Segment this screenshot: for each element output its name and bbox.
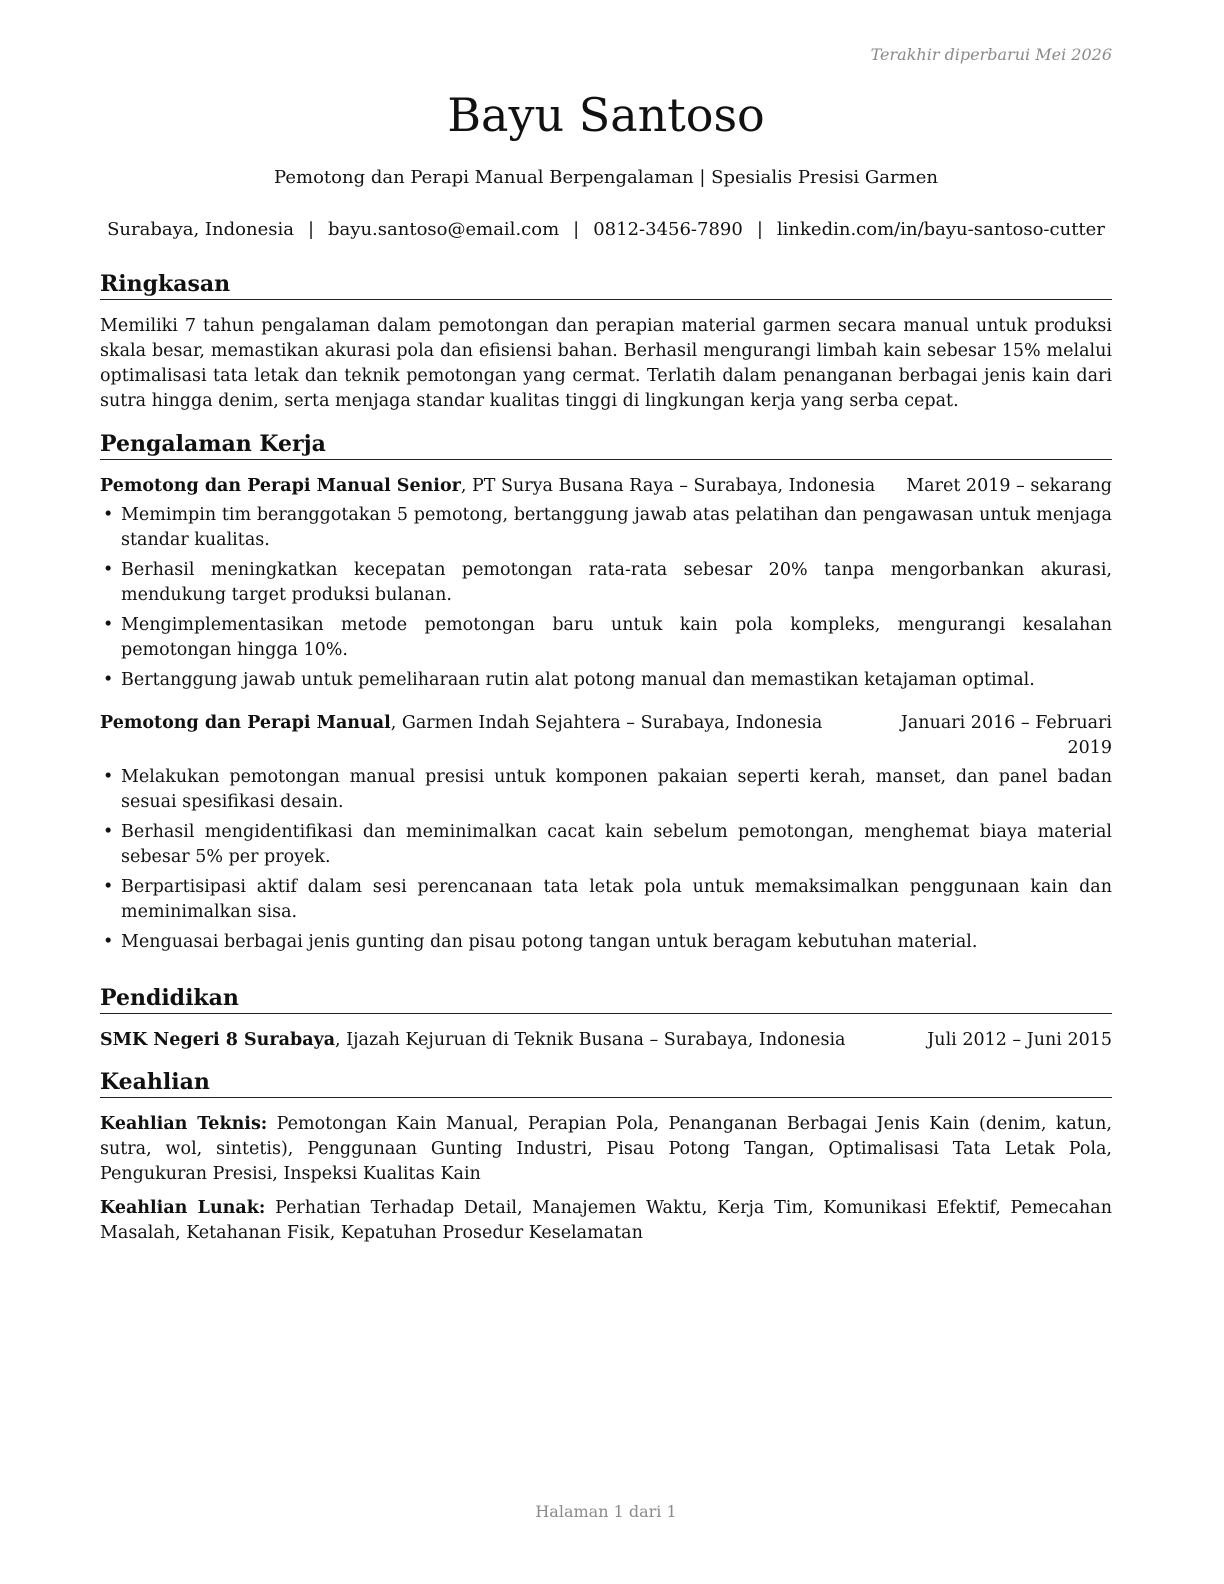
tagline: Pemotong dan Perapi Manual Berpengalaman | Spesialis Presisi Garmen xyxy=(274,167,938,188)
education-section xyxy=(100,985,1112,1053)
experience-section xyxy=(100,431,1112,960)
education-detail: , Ijazah Kejuruan di Teknik Busana – Surabaya, Indonesia xyxy=(335,1030,846,1050)
soft-skills xyxy=(100,1196,1112,1246)
skills-section xyxy=(100,1069,1112,1246)
job-bullets xyxy=(100,503,1112,693)
education-school-detail xyxy=(100,1028,846,1053)
contact-phone[interactable]: 0812-3456-7890 xyxy=(593,219,743,240)
job-role: Pemotong dan Perapi Manual Senior xyxy=(100,476,461,496)
page-number: Halaman 1 dari 1 xyxy=(535,1502,677,1521)
education-entry xyxy=(100,1028,1112,1053)
education-school: SMK Negeri 8 Surabaya xyxy=(100,1030,336,1050)
job-role-company xyxy=(100,711,822,761)
soft-skills-text: Perhatian Terhadap Detail, Manajemen Waktu, Kerja Tim, Komunikasi Efektif, Pemecahan Masalah, Ketahanan Fisik, Kepatuhan Prosedur Keselamatan xyxy=(100,1198,1113,1243)
job-header xyxy=(100,711,1112,761)
contact-line xyxy=(0,219,1212,240)
contact-separator: | xyxy=(756,219,763,240)
candidate-name: Bayu Santoso xyxy=(447,88,765,142)
list-item: • Memimpin tim beranggotakan 5 pemotong, bertanggung jawab atas pelatihan dan pengawasan untuk menjaga standar kualitas. xyxy=(121,503,1112,553)
last-updated: Terakhir diperbarui Mei 2026 xyxy=(870,45,1112,64)
list-item: • Berhasil meningkatkan kecepatan pemotongan rata-rata sebesar 20% tanpa mengorbankan akurasi, mendukung target produksi bulanan. xyxy=(121,558,1112,608)
job-entry xyxy=(100,711,1112,955)
contact-location: Surabaya, Indonesia xyxy=(107,219,294,240)
education-title: Pendidikan xyxy=(100,985,1112,1014)
contact-email[interactable]: bayu.santoso@email.com xyxy=(328,219,560,240)
job-company: , PT Surya Busana Raya – Surabaya, Indonesia xyxy=(460,476,876,496)
list-item: • Berhasil mengidentifikasi dan meminimalkan cacat kain sebelum pemotongan, menghemat biaya material sebesar 5% per proyek. xyxy=(121,820,1112,870)
list-item: • Mengimplementasikan metode pemotongan baru untuk kain pola kompleks, mengurangi kesalahan pemotongan hingga 10%. xyxy=(121,613,1112,663)
summary-section xyxy=(100,271,1112,414)
contact-separator: | xyxy=(307,219,315,240)
contact-separator: | xyxy=(573,219,580,240)
job-entry xyxy=(100,474,1112,693)
job-bullets xyxy=(100,765,1112,955)
soft-skills-label: Keahlian Lunak: xyxy=(100,1198,266,1218)
contact-linkedin[interactable]: linkedin.com/in/bayu-santoso-cutter xyxy=(776,219,1105,240)
job-role: Pemotong dan Perapi Manual xyxy=(100,713,391,733)
job-role-company xyxy=(100,474,875,499)
job-company: , Garmen Indah Sejahtera – Surabaya, Indonesia xyxy=(390,713,823,733)
list-item: • Berpartisipasi aktif dalam sesi perencanaan tata letak pola untuk memaksimalkan penggunaan kain dan meminimalkan sisa. xyxy=(121,875,1112,925)
job-header xyxy=(100,474,1112,499)
job-dates: Januari 2016 – Februari 2019 xyxy=(900,713,1112,758)
technical-skills xyxy=(100,1112,1112,1187)
technical-skills-text: Pemotongan Kain Manual, Perapian Pola, Penanganan Berbagai Jenis Kain (denim, katun, sutra, wol, sintetis), Penggunaan Gunting Industri, Pisau Potong Tangan, Optimalisasi Tata Letak Pola, Pengukuran Presisi, Inspeksi Kualitas Kain xyxy=(100,1114,1112,1184)
summary-title: Ringkasan xyxy=(100,271,1112,300)
technical-skills-label: Keahlian Teknis: xyxy=(100,1114,268,1134)
skills-title: Keahlian xyxy=(100,1069,1112,1098)
education-dates: Juli 2012 – Juni 2015 xyxy=(927,1030,1112,1050)
list-item: • Menguasai berbagai jenis gunting dan pisau potong tangan untuk beragam kebutuhan material. xyxy=(121,930,1112,955)
experience-title: Pengalaman Kerja xyxy=(100,431,1112,460)
summary-text: Memiliki 7 tahun pengalaman dalam pemotongan dan perapian material garmen secara manual untuk produksi skala besar, memastikan akurasi pola dan efisiensi bahan. Berhasil mengurangi limbah kain sebesar 15% melalui optimalisasi tata letak dan teknik pemotongan yang cermat. Terlatih dalam penanganan berbagai jenis kain dari sutra hingga denim, serta menjaga standar kualitas tinggi di lingkungan kerja yang serba cepat. xyxy=(100,316,1112,411)
job-dates: Maret 2019 – sekarang xyxy=(906,476,1112,496)
list-item: • Bertanggung jawab untuk pemeliharaan rutin alat potong manual dan memastikan ketajaman optimal. xyxy=(121,668,1112,693)
list-item: • Melakukan pemotongan manual presisi untuk komponen pakaian seperti kerah, manset, dan panel badan sesuai spesifikasi desain. xyxy=(121,765,1112,815)
